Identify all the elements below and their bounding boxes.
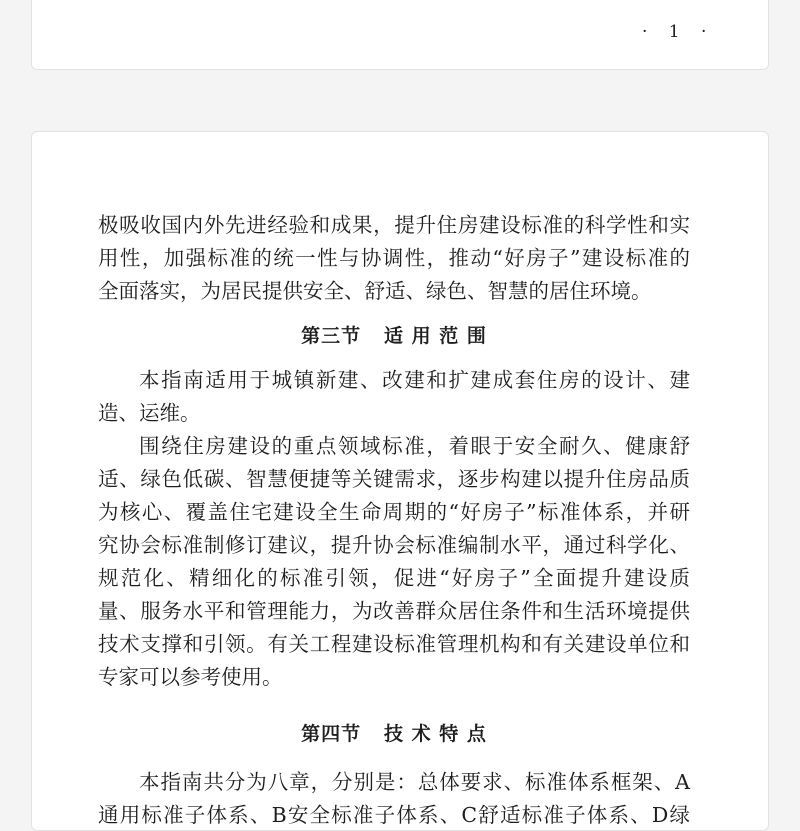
text-line: 技术支撑和引领。有关工程建设标准管理机构和有关建设单位和: [98, 632, 690, 656]
text-line: 量、服务水平和管理能力，为改善群众居住条件和生活环境提供: [98, 599, 690, 623]
text-line: 为核心、覆盖住宅建设全生命周期的“好房子”标准体系，并研: [98, 500, 690, 524]
section-heading: 第四节 技 术 特 点: [301, 723, 487, 745]
text-line: 极吸收国内外先进经验和成果，提升住房建设标准的科学性和实: [98, 213, 690, 237]
text-line: 本指南适用于城镇新建、改建和扩建成套住房的设计、建: [139, 368, 690, 392]
paragraph: [98, 209, 690, 308]
text-line: 究协会标准制修订建议，提升协会标准编制水平，通过科学化、: [98, 533, 690, 557]
section-heading: 第三节 适 用 范 围: [301, 325, 487, 347]
paragraph: [98, 364, 690, 430]
text-line: 全面落实，为居民提供安全、舒适、绿色、智慧的居住环境。: [98, 279, 652, 303]
text-line: 通用标准子体系、B安全标准子体系、C舒适标准子体系、D绿: [98, 803, 690, 827]
text-line: 本指南共分为八章，分别是：总体要求、标准体系框架、A: [139, 770, 690, 794]
text-line: 造、运维。: [98, 401, 201, 425]
page-number: · 1 ·: [642, 22, 715, 42]
text-line: 适、绿色低碳、智慧便捷等关键需求，逐步构建以提升住房品质: [98, 467, 690, 491]
text-line: 规范化、精细化的标准引领，促进“好房子”全面提升建设质: [98, 566, 690, 590]
text-line: 专家可以参考使用。: [98, 665, 283, 689]
paragraph: [98, 766, 690, 831]
current-page: [31, 131, 769, 831]
page-body-text: [98, 209, 690, 831]
previous-page: [31, 0, 769, 70]
paragraph: [98, 430, 690, 694]
text-line: 用性，加强标准的统一性与协调性，推动“好房子”建设标准的: [98, 246, 690, 270]
text-line: 围绕住房建设的重点领域标准，着眼于安全耐久、健康舒: [139, 434, 690, 458]
